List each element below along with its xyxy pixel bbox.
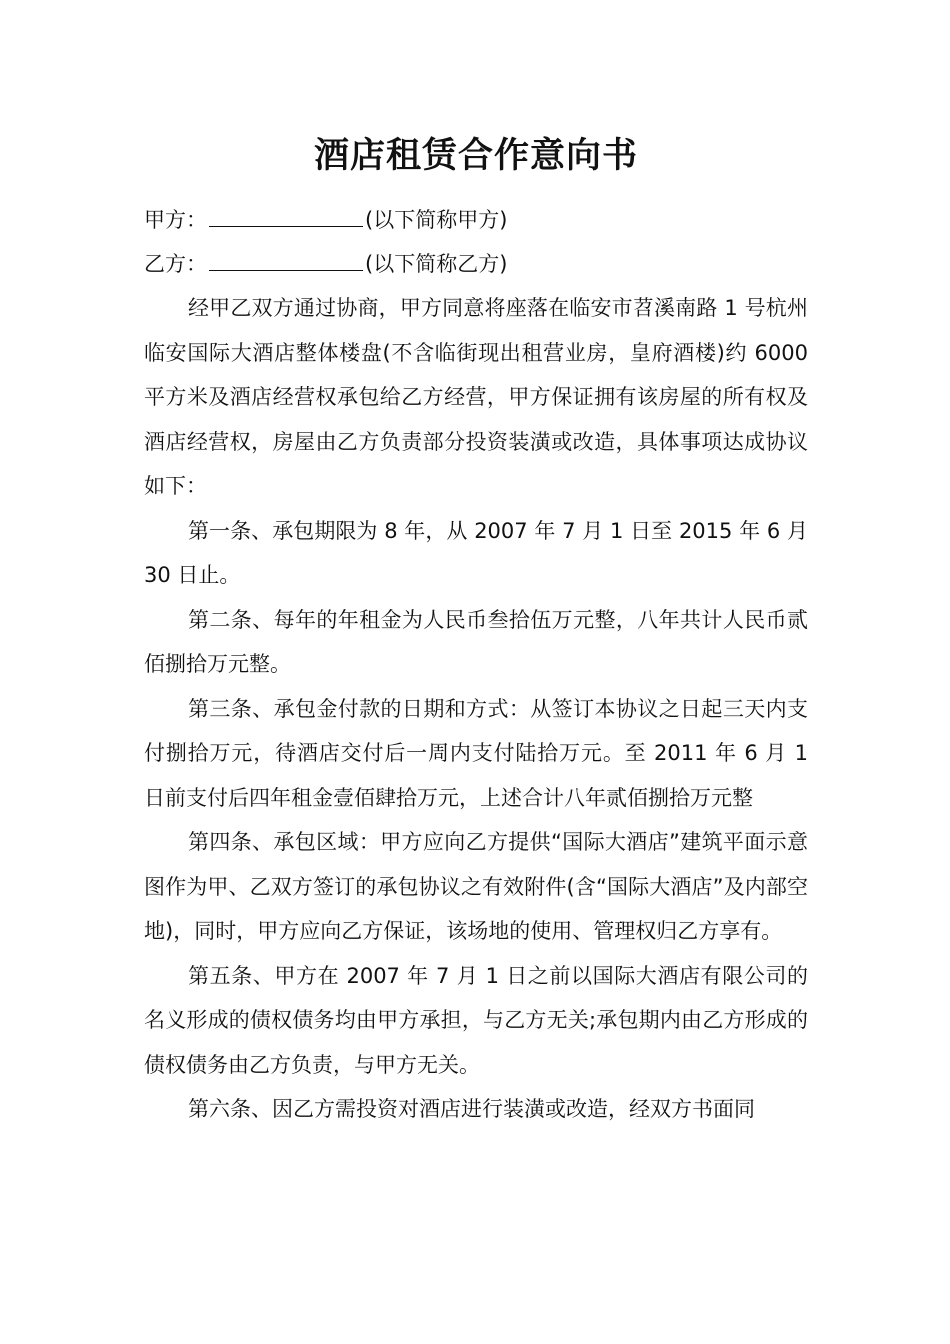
party-b-blank [209, 250, 363, 271]
party-b-label: 乙方： [144, 252, 207, 276]
article-3: 第三条、承包金付款的日期和方式：从签订本协议之日起三天内支付捌拾万元，待酒店交付后一周内支付陆拾万元。至 2011 年 6 月 1 日前支付后四年租金壹佰肆拾万元，上述合计八年贰佰捌拾万元整 [144, 696, 808, 810]
article-5: 第五条、甲方在 2007 年 7 月 1 日之前以国际大酒店有限公司的名义形成的债权债务均由甲方承担，与乙方无关;承包期内由乙方形成的债权债务由乙方负责，与甲方无关。 [144, 963, 808, 1077]
party-a-suffix: (以下简称甲方) [365, 208, 508, 232]
article-6: 第六条、因乙方需投资对酒店进行装潢或改造，经双方书面同 [188, 1097, 755, 1121]
article-4: 第四条、承包区域：甲方应向乙方提供“国际大酒店”建筑平面示意图作为甲、乙双方签订的承包协议之有效附件(含“国际大酒店”及内部空地)，同时，甲方应向乙方保证，该场地的使用、管理权归乙方享有。 [144, 830, 808, 943]
article-2: 第二条、每年的年租金为人民币叁拾伍万元整，八年共计人民币贰佰捌拾万元整。 [144, 607, 808, 676]
party-b-line [144, 242, 808, 286]
document-title: 酒店租赁合作意向书 [313, 136, 638, 176]
party-a-blank [209, 206, 363, 227]
party-b-suffix: (以下简称乙方) [365, 252, 508, 276]
document-page [144, 130, 808, 1132]
intro-paragraph: 经甲乙双方通过协商，甲方同意将座落在临安市苕溪南路 1 号杭州临安国际大酒店整体楼盘(不含临街现出租营业房，皇府酒楼)约 6000 平方米及酒店经营权承包给乙方经营，甲方保证拥有该房屋的所有权及酒店经营权，房屋由乙方负责部分投资装潢或改造，具体事项达成协议如下： [144, 296, 808, 498]
party-a-label: 甲方： [144, 208, 207, 232]
party-a-line [144, 198, 808, 242]
article-1: 第一条、承包期限为 8 年，从 2007 年 7 月 1 日至 2015 年 6 月 30 日止。 [144, 518, 808, 587]
